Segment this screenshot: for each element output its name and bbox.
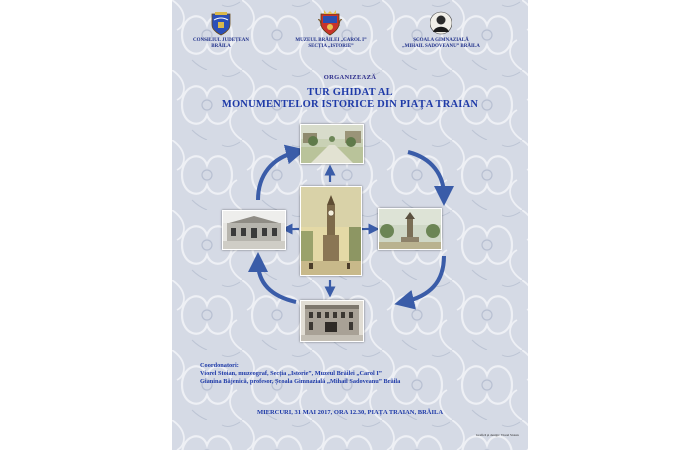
right-logo-caption-line-2: „MIHAIL SADOVEANU” BRĂILA bbox=[402, 44, 480, 49]
middle-logo-caption-line-1: MUZEUL BRĂILEI „CAROL I” bbox=[295, 38, 367, 43]
middle-logo-caption-line-2: SECȚIA „ISTORIE” bbox=[308, 44, 354, 49]
photo-left-building bbox=[222, 210, 286, 250]
photo-park-square bbox=[300, 124, 364, 164]
arrow-right-to-bottom bbox=[404, 256, 444, 302]
left-logo-caption-line-1: CONSILIUL JUDEȚEAN bbox=[193, 38, 249, 43]
coordinator-line-2: Gianina Băjenică, profesor, Școala Gimnazială „Mihail Sadoveanu” Brăila bbox=[200, 378, 401, 385]
arrow-left-to-top bbox=[258, 152, 296, 200]
photo-right-monument bbox=[378, 208, 442, 250]
photo-clock-tower bbox=[300, 186, 362, 276]
organizer-label: ORGANIZEAZĂ bbox=[323, 74, 377, 81]
arrow-bottom-to-left bbox=[258, 262, 296, 302]
coordinators-heading: Coordonatori: bbox=[200, 362, 239, 369]
arrow-top-to-right bbox=[408, 152, 444, 196]
photo-bottom-building bbox=[300, 300, 364, 342]
poster bbox=[172, 0, 528, 450]
coordinator-line-1: Viorel Stoian, muzeograf, Secția „Istorie”, Muzeul Brăilei „Carol I” bbox=[200, 370, 382, 377]
design-credit: Grafică și design: Viorel Stoian bbox=[476, 433, 519, 437]
title-line-1: TUR GHIDAT AL bbox=[307, 87, 393, 98]
event-date-location: MIERCURI, 31 MAI 2017, ORA 12.30, PIAȚA TRAIAN, BRĂILA bbox=[256, 409, 444, 416]
right-logo-caption-line-1: ȘCOALA GIMNAZIALĂ bbox=[413, 38, 469, 43]
title-line-2: MONUMENTELOR ISTORICE DIN PIAȚA TRAIAN bbox=[221, 99, 479, 110]
left-logo-caption-line-2: BRĂILA bbox=[211, 44, 231, 49]
